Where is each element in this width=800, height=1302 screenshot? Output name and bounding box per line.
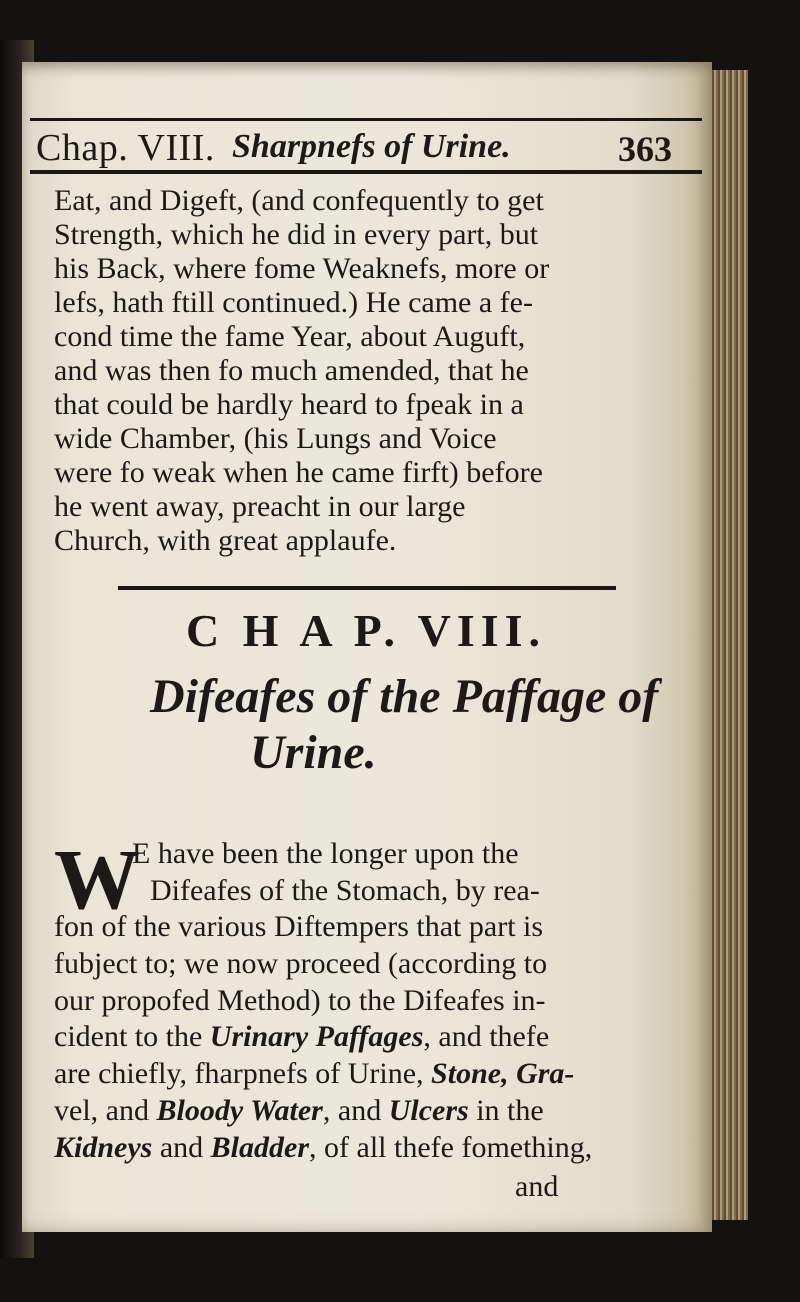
text-line: he went away, preacht in our large bbox=[54, 490, 466, 523]
page-fore-edge bbox=[712, 70, 748, 1220]
text-line: our propofed Method) to the Difeafes in- bbox=[54, 983, 546, 1017]
body-text bbox=[54, 184, 574, 558]
text-segment: vel, and bbox=[54, 1093, 157, 1127]
text-line: Strength, which he did in every part, but bbox=[54, 218, 539, 251]
text-segment: in the bbox=[468, 1093, 544, 1127]
text-segment: cident to the bbox=[54, 1020, 210, 1054]
text-line: E have been the longer upon the bbox=[132, 837, 519, 870]
text-line: and was then fo much amended, that he bbox=[54, 354, 529, 387]
text-line: Difeafes of the Stomach, by rea- bbox=[150, 873, 540, 907]
drop-capital: W bbox=[54, 831, 140, 927]
italic-term: Bladder bbox=[210, 1130, 310, 1164]
chapter-subtitle: Difeafes of the Paffage of bbox=[150, 670, 659, 723]
italic-term: Kidneys bbox=[54, 1130, 153, 1164]
text-line bbox=[54, 1019, 614, 1056]
text-line: fubject to; we now proceed (according to bbox=[54, 947, 548, 981]
text-line: fon of the various Diftempers that part is bbox=[54, 910, 544, 944]
running-head-chapter: Chap. VIII. bbox=[36, 127, 215, 169]
text-line bbox=[54, 1093, 614, 1130]
chapter-subtitle-continued: Urine. bbox=[250, 726, 377, 779]
page-number: 363 bbox=[618, 129, 672, 169]
running-head-title: Sharpnefs of Urine. bbox=[232, 128, 511, 165]
catchword: and bbox=[515, 1170, 559, 1203]
italic-term: Urinary Paffages bbox=[209, 1020, 424, 1054]
italic-term: Stone, Gra- bbox=[431, 1057, 575, 1091]
text-segment: , of all thefe fomething, bbox=[309, 1130, 593, 1164]
text-line: wide Chamber, (his Lungs and Voice bbox=[54, 422, 497, 455]
text-line: lefs, hath ftill continued.) He came a fe- bbox=[54, 286, 533, 319]
italic-term: Bloody Water bbox=[156, 1093, 323, 1127]
text-segment: are chiefly, fharpnefs of Urine, bbox=[54, 1057, 432, 1091]
chapter-heading: C H A P. VIII. bbox=[185, 605, 547, 656]
text-line: cond time the fame Year, about Auguft, bbox=[54, 320, 526, 353]
text-line bbox=[54, 1130, 614, 1167]
text-segment: , and bbox=[322, 1093, 389, 1127]
header-rule bbox=[30, 170, 702, 174]
text-line: that could be hardly heard to fpeak in a bbox=[54, 388, 524, 421]
text-line: were fo weak when he came firft) before bbox=[54, 456, 543, 489]
chapter-rule bbox=[118, 586, 616, 590]
text-line bbox=[54, 1056, 614, 1093]
text-segment: , and thefe bbox=[423, 1020, 550, 1054]
italic-term: Ulcers bbox=[388, 1093, 469, 1127]
text-line: Church, with great applaufe. bbox=[54, 524, 397, 557]
text-segment: and bbox=[152, 1130, 211, 1164]
text-line: his Back, where fome Weaknefs, more or bbox=[54, 252, 550, 285]
text-line: Eat, and Digeft, (and confequently to get bbox=[54, 184, 544, 217]
chapter-paragraph bbox=[54, 831, 614, 1166]
top-rule bbox=[30, 118, 702, 121]
